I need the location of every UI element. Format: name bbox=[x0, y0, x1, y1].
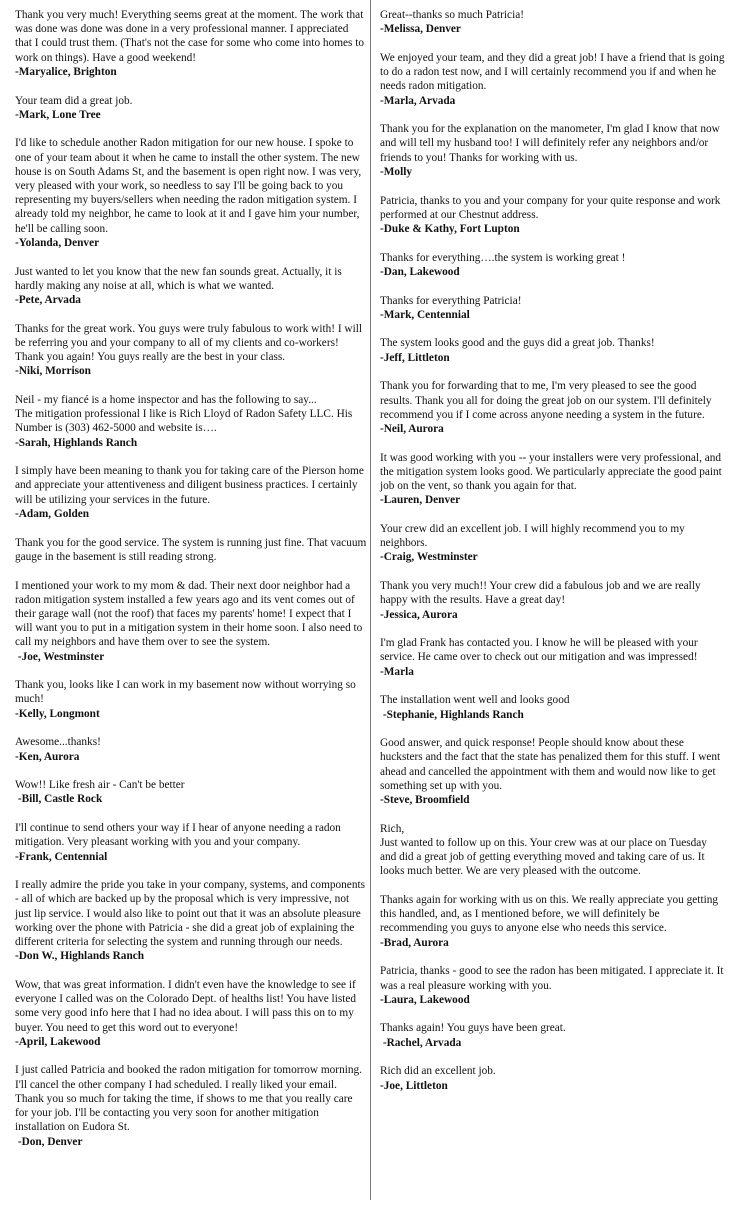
testimonial bbox=[380, 693, 726, 721]
testimonial-quote: Patricia, thanks - good to see the radon has been mitigated. I appreciate it. It was a real pleasure working with you. bbox=[380, 965, 724, 992]
testimonial-author: -Frank, Centennial bbox=[15, 850, 108, 863]
testimonial-quote: Thanks again for working with us on this. We really appreciate you getting this handled, and, as I mentioned before, we will definitely be recommending you guys to anyone else who needs this service. bbox=[380, 894, 719, 935]
testimonial bbox=[380, 1021, 726, 1049]
testimonial-quote: Rich, Just wanted to follow up on this. Your crew was at our place on Tuesday and did a great job of getting everything moved and taking care of us. It looks much better. We are very pleased with the outcome. bbox=[380, 822, 707, 878]
testimonial bbox=[380, 8, 726, 36]
testimonial-quote: I'm glad Frank has contacted you. I know he will be pleased with your service. He came over to check out our mitigation and was impressed! bbox=[380, 637, 698, 664]
testimonial-quote: Thanks for everything Patricia! bbox=[380, 294, 522, 307]
testimonial bbox=[380, 736, 726, 807]
testimonial-quote: I just called Patricia and booked the radon mitigation for tomorrow morning. I'll cancel the other company I had scheduled. I really liked your email. Thank you so much for taking the time, if shows to me that you really care for your job. I'll be contacting you very soon for another mitigation installation on Eudora St. bbox=[15, 1064, 362, 1134]
testimonial-author: -Don W., Highlands Ranch bbox=[15, 950, 145, 963]
testimonial-author: -Sarah, Highlands Ranch bbox=[15, 436, 138, 449]
testimonial bbox=[15, 94, 367, 122]
testimonial-quote: The installation went well and looks good bbox=[380, 694, 570, 707]
testimonial-author: -Yolanda, Denver bbox=[15, 236, 100, 249]
testimonial bbox=[15, 735, 367, 763]
testimonial bbox=[380, 122, 726, 179]
testimonial-author: -Mark, Lone Tree bbox=[15, 108, 101, 121]
right-column bbox=[380, 8, 726, 1107]
testimonial bbox=[15, 8, 367, 79]
testimonial bbox=[380, 451, 726, 508]
testimonial-quote: Thank you for forwarding that to me, I'm very pleased to see the good results. Thank you all for doing the great job on our system. I'll definitely recommend you if I come across anyone needing a system in the future. bbox=[380, 380, 712, 421]
testimonial bbox=[380, 636, 726, 679]
testimonial-quote: Your crew did an excellent job. I will highly recommend you to my neighbors. bbox=[380, 522, 685, 550]
testimonial bbox=[380, 251, 726, 279]
testimonial bbox=[380, 964, 726, 1007]
testimonial-author: -Kelly, Longmont bbox=[15, 707, 100, 720]
testimonial-author: -Neil, Aurora bbox=[380, 422, 444, 435]
testimonial-author: -Brad, Aurora bbox=[380, 936, 449, 949]
testimonial-author: -Mark, Centennial bbox=[380, 308, 470, 321]
testimonial-author: -Joe, Westminster bbox=[15, 650, 105, 663]
testimonial bbox=[15, 464, 367, 521]
testimonial-quote: Thank you, looks like I can work in my basement now without worrying so much! bbox=[15, 679, 356, 706]
testimonial-author: -Craig, Westminster bbox=[380, 551, 478, 564]
testimonial bbox=[15, 136, 367, 250]
testimonial-quote: Just wanted to let you know that the new fan sounds great. Actually, it is hardly making any noise at all, which is what we wanted. bbox=[15, 265, 342, 292]
testimonial-quote: Wow!! Like fresh air - Can't be better bbox=[15, 779, 185, 792]
testimonial-author: -Jeff, Littleton bbox=[380, 351, 450, 364]
testimonial-author: -Dan, Lakewood bbox=[380, 265, 460, 278]
testimonial bbox=[380, 893, 726, 950]
testimonial-author: -Marla bbox=[380, 665, 414, 678]
testimonial-quote: Your team did a great job. bbox=[15, 94, 133, 107]
testimonial bbox=[15, 536, 367, 564]
testimonial bbox=[15, 1063, 367, 1148]
testimonial bbox=[15, 978, 367, 1049]
testimonial-author: -Melissa, Denver bbox=[380, 23, 461, 36]
testimonial bbox=[380, 294, 726, 322]
testimonial-quote: Patricia, thanks to you and your company for your quite response and work performed at our Chestnut address. bbox=[380, 194, 721, 221]
testimonial bbox=[380, 336, 726, 364]
testimonial bbox=[380, 822, 726, 879]
testimonial-author: -Marla, Arvada bbox=[380, 94, 456, 107]
testimonial bbox=[15, 878, 367, 963]
testimonial bbox=[380, 194, 726, 237]
testimonial bbox=[15, 821, 367, 864]
testimonial-quote: Thank you for the good service. The system is running just fine. That vacuum gauge in the basement is still reading strong. bbox=[15, 536, 367, 563]
testimonial-quote: I simply have been meaning to thank you for taking care of the Pierson home and appreciate your attentiveness and diligent business practices. I certainly will be utilizing your services in the future. bbox=[15, 465, 364, 506]
testimonial bbox=[15, 778, 367, 806]
testimonial-author: -Molly bbox=[380, 165, 412, 178]
testimonial-quote: Neil - my fiancé is a home inspector and has the following to say... The mitigation professional I like is Rich Lloyd of Radon Safety LLC. His Number is (303) 462-5000 and website is…. bbox=[15, 393, 353, 435]
testimonial-quote: I'd like to schedule another Radon mitigation for our new house. I spoke to one of your team about it when he came to install the other system. The new house is on South Adams St, and the basement is open right now. I was very, very pleased with your work, so needless to say I'll be going back to you representing my buyers/sellers when needing the radon mitigation system. I already told my neighbor, he came to look at it and I gave him your number, he'll be calling soon. bbox=[15, 137, 362, 235]
testimonial-author: -Niki, Morrison bbox=[15, 365, 91, 378]
testimonial-author: -April, Lakewood bbox=[15, 1035, 101, 1048]
testimonial-quote: Thanks for the great work. You guys were truly fabulous to work with! I will be referring you and your company to all of my clients and co-workers! Thank you again! You guys really are the best in your class. bbox=[15, 322, 363, 364]
testimonial-quote: I mentioned your work to my mom & dad. Their next door neighbor had a radon mitigation system installed a few years ago and its vent comes out of their garage wall (not the roof) that faces my parents' home! I expect that I will want you to put in a mitigation system in their home soon. I also need to call my neighbors and have them over to see the system. bbox=[15, 579, 363, 649]
testimonial-quote: Awesome...thanks! bbox=[15, 736, 101, 749]
testimonial bbox=[15, 393, 367, 450]
left-column bbox=[15, 8, 367, 1163]
testimonial-author: -Joe, Littleton bbox=[380, 1079, 448, 1092]
testimonial-quote: Great--thanks so much Patricia! bbox=[380, 9, 524, 21]
testimonial bbox=[380, 379, 726, 436]
testimonial-author: -Stephanie, Highlands Ranch bbox=[380, 708, 524, 721]
testimonial-author: -Don, Denver bbox=[15, 1135, 83, 1148]
testimonial-quote: Rich did an excellent job. bbox=[380, 1065, 496, 1078]
testimonial-author: -Maryalice, Brighton bbox=[15, 65, 117, 78]
testimonial-author: -Lauren, Denver bbox=[380, 494, 461, 507]
testimonial-quote: It was good working with you -- your installers were very professional, and the mitigation system looks good. We particularly appreciate the good paint job on the vent, so thank you again for that. bbox=[380, 451, 722, 493]
testimonial bbox=[15, 579, 367, 664]
testimonial-author: -Ken, Aurora bbox=[15, 750, 80, 763]
testimonial-quote: Thank you for the explanation on the manometer, I'm glad I know that now and will tell my husband too! I will definitely refer any neighbors and/or friends to you! Thanks for working with us. bbox=[380, 123, 720, 164]
testimonial-quote: The system looks good and the guys did a great job. Thanks! bbox=[380, 337, 655, 350]
testimonial-author: -Duke & Kathy, Fort Lupton bbox=[380, 222, 520, 235]
testimonial-quote: Thank you very much!! Your crew did a fabulous job and we are really happy with the results. Have a great day! bbox=[380, 580, 701, 607]
testimonial-author: -Laura, Lakewood bbox=[380, 993, 470, 1006]
testimonial bbox=[380, 1064, 726, 1092]
testimonial-quote: I really admire the pride you take in your company, systems, and components - all of which are backed up by the proposal which is very impressive, not just lip service. I would also like to point out that it was an absolute pleasure working over the phone with Patricia - she did a great job of explaining the different criteria for selecting the system and running through our needs. bbox=[15, 879, 366, 949]
testimonial-author: -Adam, Golden bbox=[15, 507, 90, 520]
testimonial-quote: Good answer, and quick response! People should know about these hucksters and the fact that the state has penalized them for this stuff. I went ahead and cancelled the appointment with them and would now like to get something set up with you. bbox=[380, 737, 721, 792]
testimonial-author: -Jessica, Aurora bbox=[380, 608, 458, 621]
testimonial-author: -Pete, Arvada bbox=[15, 293, 81, 306]
column-divider bbox=[370, 0, 371, 1200]
testimonial bbox=[15, 322, 367, 379]
testimonial-author: -Steve, Broomfield bbox=[380, 794, 470, 807]
testimonial-quote: Thanks for everything….the system is working great ! bbox=[380, 251, 626, 264]
testimonial-quote: I'll continue to send others your way if I hear of anyone needing a radon mitigation. Very pleasant working with you and your company. bbox=[15, 822, 341, 849]
testimonial bbox=[380, 522, 726, 565]
testimonial-quote: Thank you very much! Everything seems great at the moment. The work that was done was done was done in a very professional manner. I appreciated that I could trust them. (That's not the case for some who come into homes to work on things). Have a good weekend! bbox=[15, 9, 365, 64]
testimonial bbox=[15, 678, 367, 721]
testimonial bbox=[15, 265, 367, 308]
testimonial-quote: Thanks again! You guys have been great. bbox=[380, 1022, 566, 1035]
testimonial bbox=[380, 579, 726, 622]
testimonial-quote: We enjoyed your team, and they did a great job! I have a friend that is going to do a radon test now, and I will certainly recommend you if and when he needs radon mitigation. bbox=[380, 51, 725, 93]
testimonial-quote: Wow, that was great information. I didn't even have the knowledge to see if everyone I called was on the Colorado Dept. of healths list! You have listed some very good info here that I had no idea about. I will pass this on to my buyer. You need to get this word out to everyone! bbox=[15, 978, 357, 1034]
testimonial bbox=[380, 51, 726, 108]
testimonial-author: -Rachel, Arvada bbox=[380, 1036, 462, 1049]
testimonial-author: -Bill, Castle Rock bbox=[15, 793, 103, 806]
